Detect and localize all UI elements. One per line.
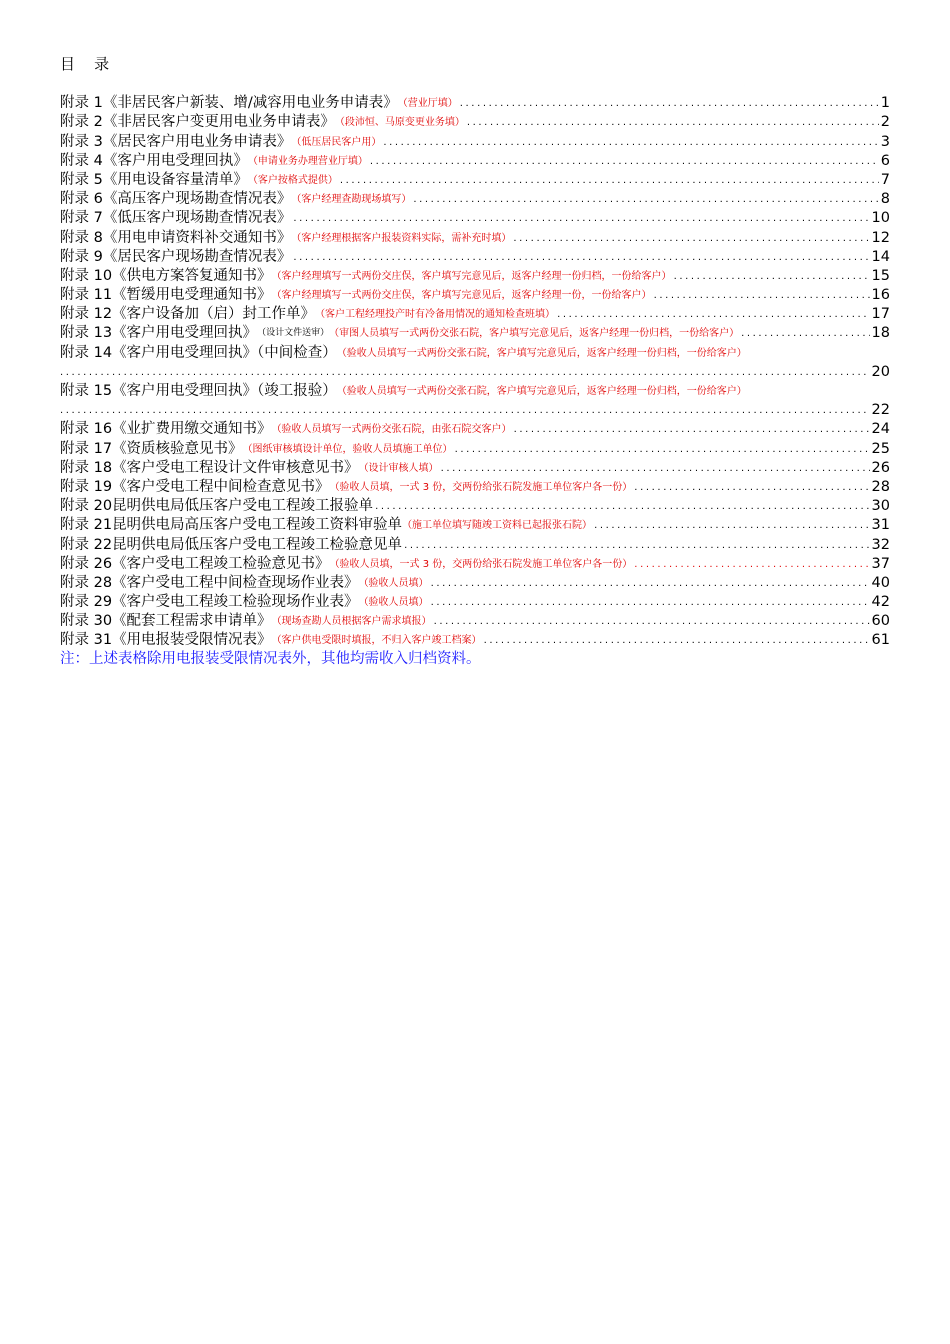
entry-title: 《低压客户现场勘查情况表》 xyxy=(102,210,292,227)
entry-title: 《供电方案答复通知书》 xyxy=(112,267,272,284)
entry-prefix: 附录 11 xyxy=(60,287,113,304)
entry-title: 《用电设备容量清单》 xyxy=(102,171,248,188)
entry-title: 昆明供电局低压客户受电工程竣工报验单 xyxy=(112,498,374,515)
toc-entry-31[interactable] xyxy=(60,631,890,650)
toc-entry-5[interactable] xyxy=(60,171,890,190)
entry-note: （验收人员填写一式两份交张石院，客户填写完意见后，返客户经理一份归档，一份给客户） xyxy=(336,347,747,359)
toc-entry-2[interactable] xyxy=(60,113,890,132)
dot-leader xyxy=(60,365,870,382)
entry-prefix: 附录 8 xyxy=(60,229,103,246)
toc-heading: 目 录 xyxy=(60,55,110,73)
toc-entry-6[interactable] xyxy=(60,190,890,209)
toc-entry-28[interactable] xyxy=(60,574,890,593)
entry-prefix: 附录 18 xyxy=(60,459,113,476)
entry-prefix: 附录 15 xyxy=(60,383,113,400)
dot-leader xyxy=(654,288,870,305)
entry-note: （客户工程经理投产时有冷备用情况的通知检查班填） xyxy=(315,309,556,321)
toc-entry-16[interactable] xyxy=(60,420,890,439)
toc-entry-9[interactable] xyxy=(60,248,890,267)
toc-entry-20[interactable] xyxy=(60,497,890,516)
entry-note: （低压居民客户用） xyxy=(291,136,382,148)
entry-page-number: 7 xyxy=(880,171,890,188)
toc-entry-8[interactable] xyxy=(60,228,890,247)
toc-entry-19[interactable] xyxy=(60,478,890,497)
entry-note: （段沛恒、马原变更业务填） xyxy=(334,117,465,129)
entry-note: （验收人员填写一式两份交张石院，客户填写完意见后，返客户经理一份归档，一份给客户） xyxy=(336,386,747,398)
entry-title: 《暂缓用电受理通知书》 xyxy=(112,287,272,304)
entry-page-number: 10 xyxy=(871,210,890,227)
toc-entry-10[interactable] xyxy=(60,267,890,286)
entry-page-number: 31 xyxy=(871,517,890,534)
toc-entry-21[interactable] xyxy=(60,516,890,535)
toc-entry-26[interactable] xyxy=(60,555,890,574)
dot-leader xyxy=(375,499,869,516)
dot-leader xyxy=(441,461,870,478)
toc-entry-14[interactable] xyxy=(60,343,890,381)
entry-prefix: 附录 3 xyxy=(60,133,103,150)
entry-note: （验收人员填，一式 3 份，交两份给张石院发施工单位客户各一份） xyxy=(329,558,633,570)
entry-note: （营业厅填） xyxy=(397,98,458,110)
entry-page-number: 42 xyxy=(871,594,890,611)
entry-prefix: 附录 5 xyxy=(60,171,103,188)
entry-note: （设计审核人填） xyxy=(358,462,439,474)
entry-page-number: 2 xyxy=(880,114,890,131)
entry-page-number: 1 xyxy=(880,95,890,112)
dot-leader xyxy=(513,231,869,248)
entry-title: 《居民客户现场勘查情况表》 xyxy=(102,248,292,265)
entry-note: （现场查勘人员根据客户需求填报） xyxy=(271,616,432,628)
toc-entry-30[interactable] xyxy=(60,612,890,631)
entry-title: 《客户受电工程中间检查现场作业表》 xyxy=(112,574,359,591)
entry-note: （客户按格式提供） xyxy=(247,174,338,186)
entry-title: 《高压客户现场勘查情况表》 xyxy=(102,191,292,208)
dot-leader xyxy=(293,250,869,267)
entry-note: （验收人员填写一式两份交张石院，由张石院交客户） xyxy=(271,424,512,436)
dot-leader xyxy=(293,211,869,228)
entry-title: 《用电申请资料补交通知书》 xyxy=(102,229,292,246)
dot-leader xyxy=(404,538,869,555)
toc-entry-13[interactable] xyxy=(60,324,890,343)
entry-prefix: 附录 13 xyxy=(60,325,113,342)
toc-entry-22[interactable] xyxy=(60,535,890,554)
toc-entry-4[interactable] xyxy=(60,152,890,171)
toc-entry-3[interactable] xyxy=(60,132,890,151)
dot-leader xyxy=(741,326,869,343)
entry-prefix: 附录 9 xyxy=(60,248,103,265)
entry-page-number: 15 xyxy=(871,267,890,284)
entry-prefix: 附录 29 xyxy=(60,594,113,611)
entry-note: （客户经理查勘现场填写） xyxy=(291,194,412,206)
entry-title: 《客户受电工程竣工检验现场作业表》 xyxy=(112,594,359,611)
entry-prefix: 附录 28 xyxy=(60,574,113,591)
entry-note: （客户经理填写一式两份交庄俣，客户填写完意见后，返客户经理一份，一份给客户） xyxy=(271,290,652,302)
entry-page-number: 22 xyxy=(871,402,890,419)
entry-title: 《客户用电受理回执》（竣工报验） xyxy=(112,383,337,400)
entry-page-number: 16 xyxy=(871,287,890,304)
toc-entry-15[interactable] xyxy=(60,382,890,420)
dot-leader xyxy=(60,403,870,420)
entry-title: 《用电报装受限情况表》 xyxy=(112,632,272,649)
entry-prefix: 附录 4 xyxy=(60,152,103,169)
entry-title: 《资质核验意见书》 xyxy=(112,440,243,457)
entry-prefix: 附录 30 xyxy=(60,613,113,630)
entry-title: 《客户受电工程竣工检验意见书》 xyxy=(112,555,330,572)
entry-page-number: 30 xyxy=(871,498,890,515)
dot-leader xyxy=(370,154,879,171)
dot-leader xyxy=(484,633,870,650)
entry-prefix: 附录 26 xyxy=(60,555,113,572)
entry-page-number: 37 xyxy=(871,555,890,572)
entry-page-number: 60 xyxy=(871,613,890,630)
toc-entry-18[interactable] xyxy=(60,459,890,478)
entry-page-number: 20 xyxy=(871,363,890,380)
entry-page-number: 17 xyxy=(871,306,890,323)
footnote: 注：上述表格除用电报装受限情况表外，其他均需收入归档资料。 xyxy=(60,651,481,667)
toc-entry-7[interactable] xyxy=(60,209,890,228)
entry-prefix: 附录 12 xyxy=(60,306,113,323)
dot-leader xyxy=(431,595,870,612)
dot-leader xyxy=(455,442,870,459)
entry-page-number: 3 xyxy=(880,133,890,150)
entry-title: 昆明供电局低压客户受电工程竣工检验意见单 xyxy=(112,536,403,553)
dot-leader xyxy=(594,518,869,535)
dot-leader xyxy=(434,614,870,631)
entry-page-number: 14 xyxy=(871,248,890,265)
entry-prefix: 附录 16 xyxy=(60,421,113,438)
entry-title: 《业扩费用缴交通知书》 xyxy=(112,421,272,438)
entry-title: 《客户用电受理回执》 xyxy=(112,325,258,342)
entry-title: 《非居民客户新装、增/减容用电业务申请表》 xyxy=(102,95,398,112)
entry-note: （客户供电受限时填报，不归入客户竣工档案） xyxy=(271,635,482,647)
entry-prefix: 附录 10 xyxy=(60,267,113,284)
entry-note: （验收人员填，一式 3 份，交两份给张石院发施工单位客户各一份） xyxy=(329,481,633,493)
entry-page-number: 40 xyxy=(871,574,890,591)
entry-first-line xyxy=(60,382,890,401)
entry-prefix: 附录 17 xyxy=(60,440,113,457)
entry-note: （验收人员填） xyxy=(358,597,429,609)
entry-prefix: 附录 20 xyxy=(60,498,113,515)
entry-page-number: 18 xyxy=(871,325,890,342)
toc-entry-17[interactable] xyxy=(60,439,890,458)
entry-first-line xyxy=(60,343,890,362)
entry-page-number: 28 xyxy=(871,478,890,495)
entry-prefix: 附录 14 xyxy=(60,344,113,361)
entry-title: 《客户受电工程中间检查意见书》 xyxy=(112,478,330,495)
entry-note: （客户经理填写一式两份交庄俣，客户填写完意见后，返客户经理一份归档，一份给客户） xyxy=(271,270,672,282)
entry-page-number: 26 xyxy=(871,459,890,476)
dot-leader xyxy=(557,307,869,324)
entry-page-number: 25 xyxy=(871,440,890,457)
entry-title: 《客户用电受理回执》 xyxy=(102,152,248,169)
entry-prefix: 附录 6 xyxy=(60,191,103,208)
entry-prefix: 附录 2 xyxy=(60,114,103,131)
toc-list xyxy=(60,94,890,650)
entry-note: （图纸审核填设计单位，验收人员填施工单位） xyxy=(242,443,453,455)
entry-note: （申请业务办理营业厅填） xyxy=(247,155,368,167)
entry-note: （审图人员填写一式两份交张石院，客户填写完意见后，返客户经理一份归档，一份给客户） xyxy=(329,328,740,340)
entry-title: 《居民客户用电业务申请表》 xyxy=(102,133,292,150)
dot-leader xyxy=(431,576,870,593)
entry-title: 《客户受电工程设计文件审核意见书》 xyxy=(112,459,359,476)
entry-page-number: 24 xyxy=(871,421,890,438)
entry-title: 《客户设备加（启）封工作单》 xyxy=(112,306,316,323)
entry-prefix: 附录 31 xyxy=(60,632,113,649)
dot-leader xyxy=(514,422,870,439)
dot-leader xyxy=(340,173,879,190)
dot-leader xyxy=(413,192,878,209)
toc-entry-11[interactable] xyxy=(60,286,890,305)
dot-leader xyxy=(467,115,879,132)
entry-title: 《客户用电受理回执》（中间检查） xyxy=(112,344,337,361)
toc-entry-29[interactable] xyxy=(60,593,890,612)
entry-prefix: 附录 1 xyxy=(60,95,103,112)
entry-page-number: 8 xyxy=(880,191,890,208)
entry-note: （客户经理根据客户报装资料实际，需补充时填） xyxy=(291,232,512,244)
entry-second-line xyxy=(60,401,890,420)
entry-note: （验收人员填） xyxy=(358,577,429,589)
entry-prefix: 附录 21 xyxy=(60,517,113,534)
dot-leader xyxy=(383,135,878,152)
entry-note: （施工单位填写随竣工资料已起报张石院） xyxy=(402,520,593,532)
dot-leader xyxy=(634,480,869,497)
dot-leader xyxy=(674,269,870,286)
entry-title: 《配套工程需求申请单》 xyxy=(112,613,272,630)
entry-prefix: 附录 22 xyxy=(60,536,113,553)
entry-title: 昆明供电局高压客户受电工程竣工资料审验单 xyxy=(112,517,403,534)
dot-leader xyxy=(460,96,879,113)
entry-prefix: 附录 19 xyxy=(60,478,113,495)
entry-page-number: 12 xyxy=(871,229,890,246)
dot-leader xyxy=(634,557,869,574)
entry-sub-note: （设计文件送审） xyxy=(257,328,330,339)
toc-entry-1[interactable] xyxy=(60,94,890,113)
entry-second-line xyxy=(60,363,890,382)
toc-entry-12[interactable] xyxy=(60,305,890,324)
entry-prefix: 附录 7 xyxy=(60,210,103,227)
entry-page-number: 6 xyxy=(880,152,890,169)
entry-page-number: 61 xyxy=(871,632,890,649)
entry-title: 《非居民客户变更用电业务申请表》 xyxy=(102,114,335,131)
entry-page-number: 32 xyxy=(871,536,890,553)
